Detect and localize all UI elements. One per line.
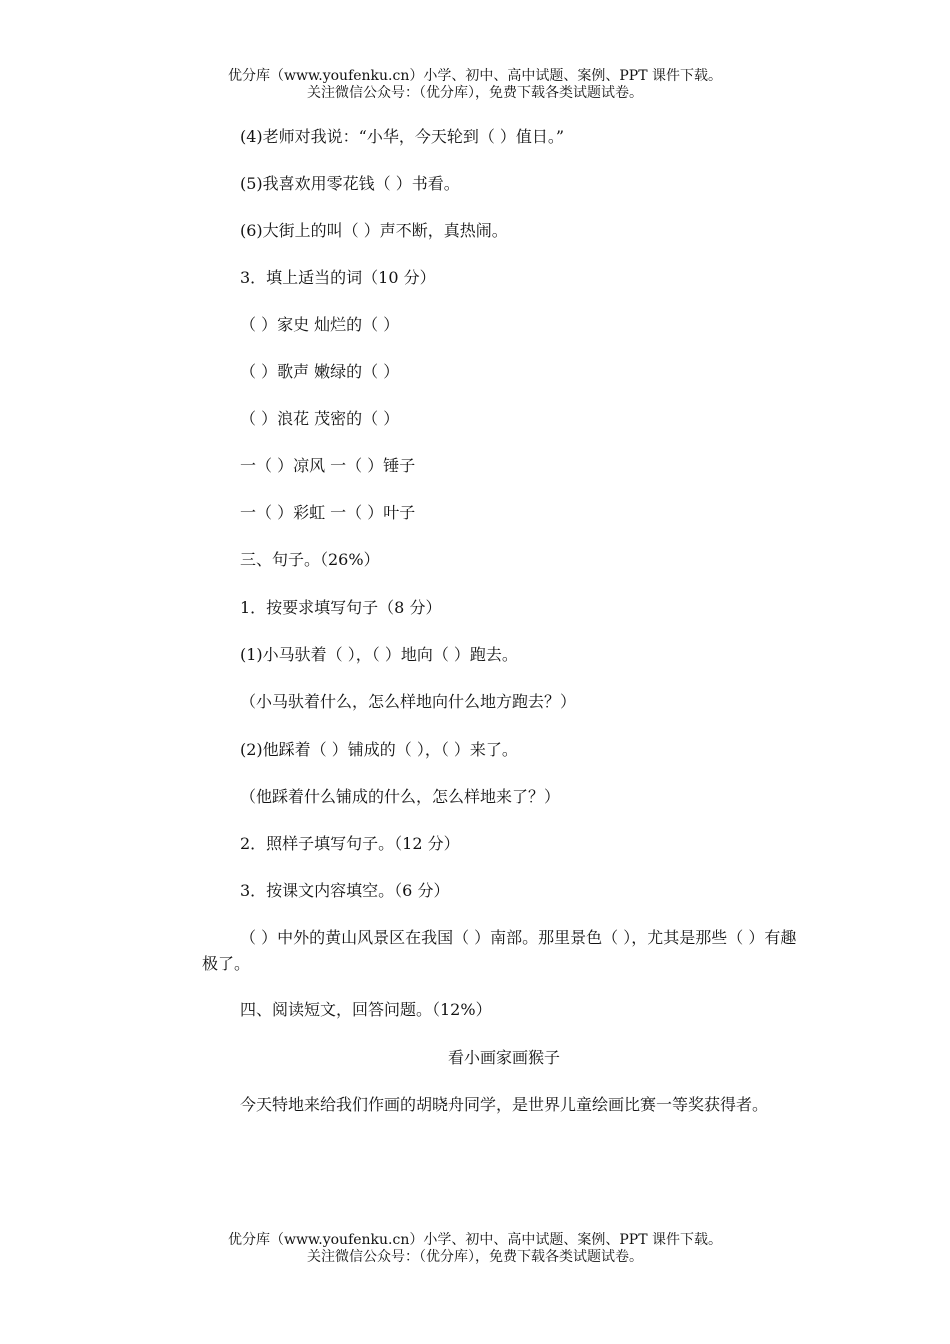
page-footer [0, 1232, 950, 1266]
section-4-title: 四、阅读短文，回答问题。（12%） [240, 1000, 492, 1019]
question-3-title: 3．填上适当的词（10 分） [240, 268, 436, 287]
page-header [0, 68, 950, 102]
reading-title: 看小画家画猴子 [447, 1048, 560, 1067]
question-3-row-b: （ ）歌声 嫩绿的（ ） [240, 362, 400, 381]
header-line-1: 优分库（www.youfenku.cn）小学、初中、高中试题、案例、PPT 课件下载。 [227, 68, 722, 84]
sentence-1-item-2: (2)他踩着（ ）铺成的（ ），（ ）来了。 [240, 740, 518, 759]
header-line-2: 关注微信公众号：（优分库），免费下载各类试题试卷。 [307, 85, 643, 101]
question-2-4: (4)老师对我说：“小华，今天轮到（ ）值日。” [240, 127, 565, 146]
sentence-3-paragraph: （ ）中外的黄山风景区在我国（ ）南部。那里景色（ ），尤其是那些（ ）有趣极了。 [202, 928, 797, 973]
reading-paragraph: 今天特地来给我们作画的胡晓舟同学，是世界儿童绘画比赛一等奖获得者。 [240, 1095, 769, 1114]
question-2-6: (6)大街上的叫（ ）声不断，真热闹。 [240, 221, 508, 240]
question-3-row-d: 一（ ）凉风 一（ ）锤子 [240, 456, 416, 475]
question-3-row-e: 一（ ）彩虹 一（ ）叶子 [240, 503, 416, 522]
sentence-1-item-1-hint: （小马驮着什么，怎么样地向什么地方跑去？） [240, 692, 577, 711]
section-3-title: 三、句子。（26%） [240, 550, 380, 569]
sentence-1-title: 1．按要求填写句子（8 分） [240, 598, 442, 617]
footer-line-1: 优分库（www.youfenku.cn）小学、初中、高中试题、案例、PPT 课件下载。 [227, 1232, 722, 1248]
question-3-row-c: （ ）浪花 茂密的（ ） [240, 409, 400, 428]
question-2-5: (5)我喜欢用零花钱（ ）书看。 [240, 174, 460, 193]
sentence-3-title: 3．按课文内容填空。（6 分） [240, 881, 450, 900]
footer-line-2: 关注微信公众号：（优分库），免费下载各类试题试卷。 [307, 1249, 643, 1265]
question-3-row-a: （ ）家史 灿烂的（ ） [240, 315, 400, 334]
sentence-1-item-2-hint: （他踩着什么铺成的什么，怎么样地来了？） [240, 787, 561, 806]
sentence-2-title: 2．照样子填写句子。（12 分） [240, 834, 460, 853]
sentence-1-item-1: (1)小马驮着（ ），（ ）地向（ ）跑去。 [240, 645, 518, 664]
